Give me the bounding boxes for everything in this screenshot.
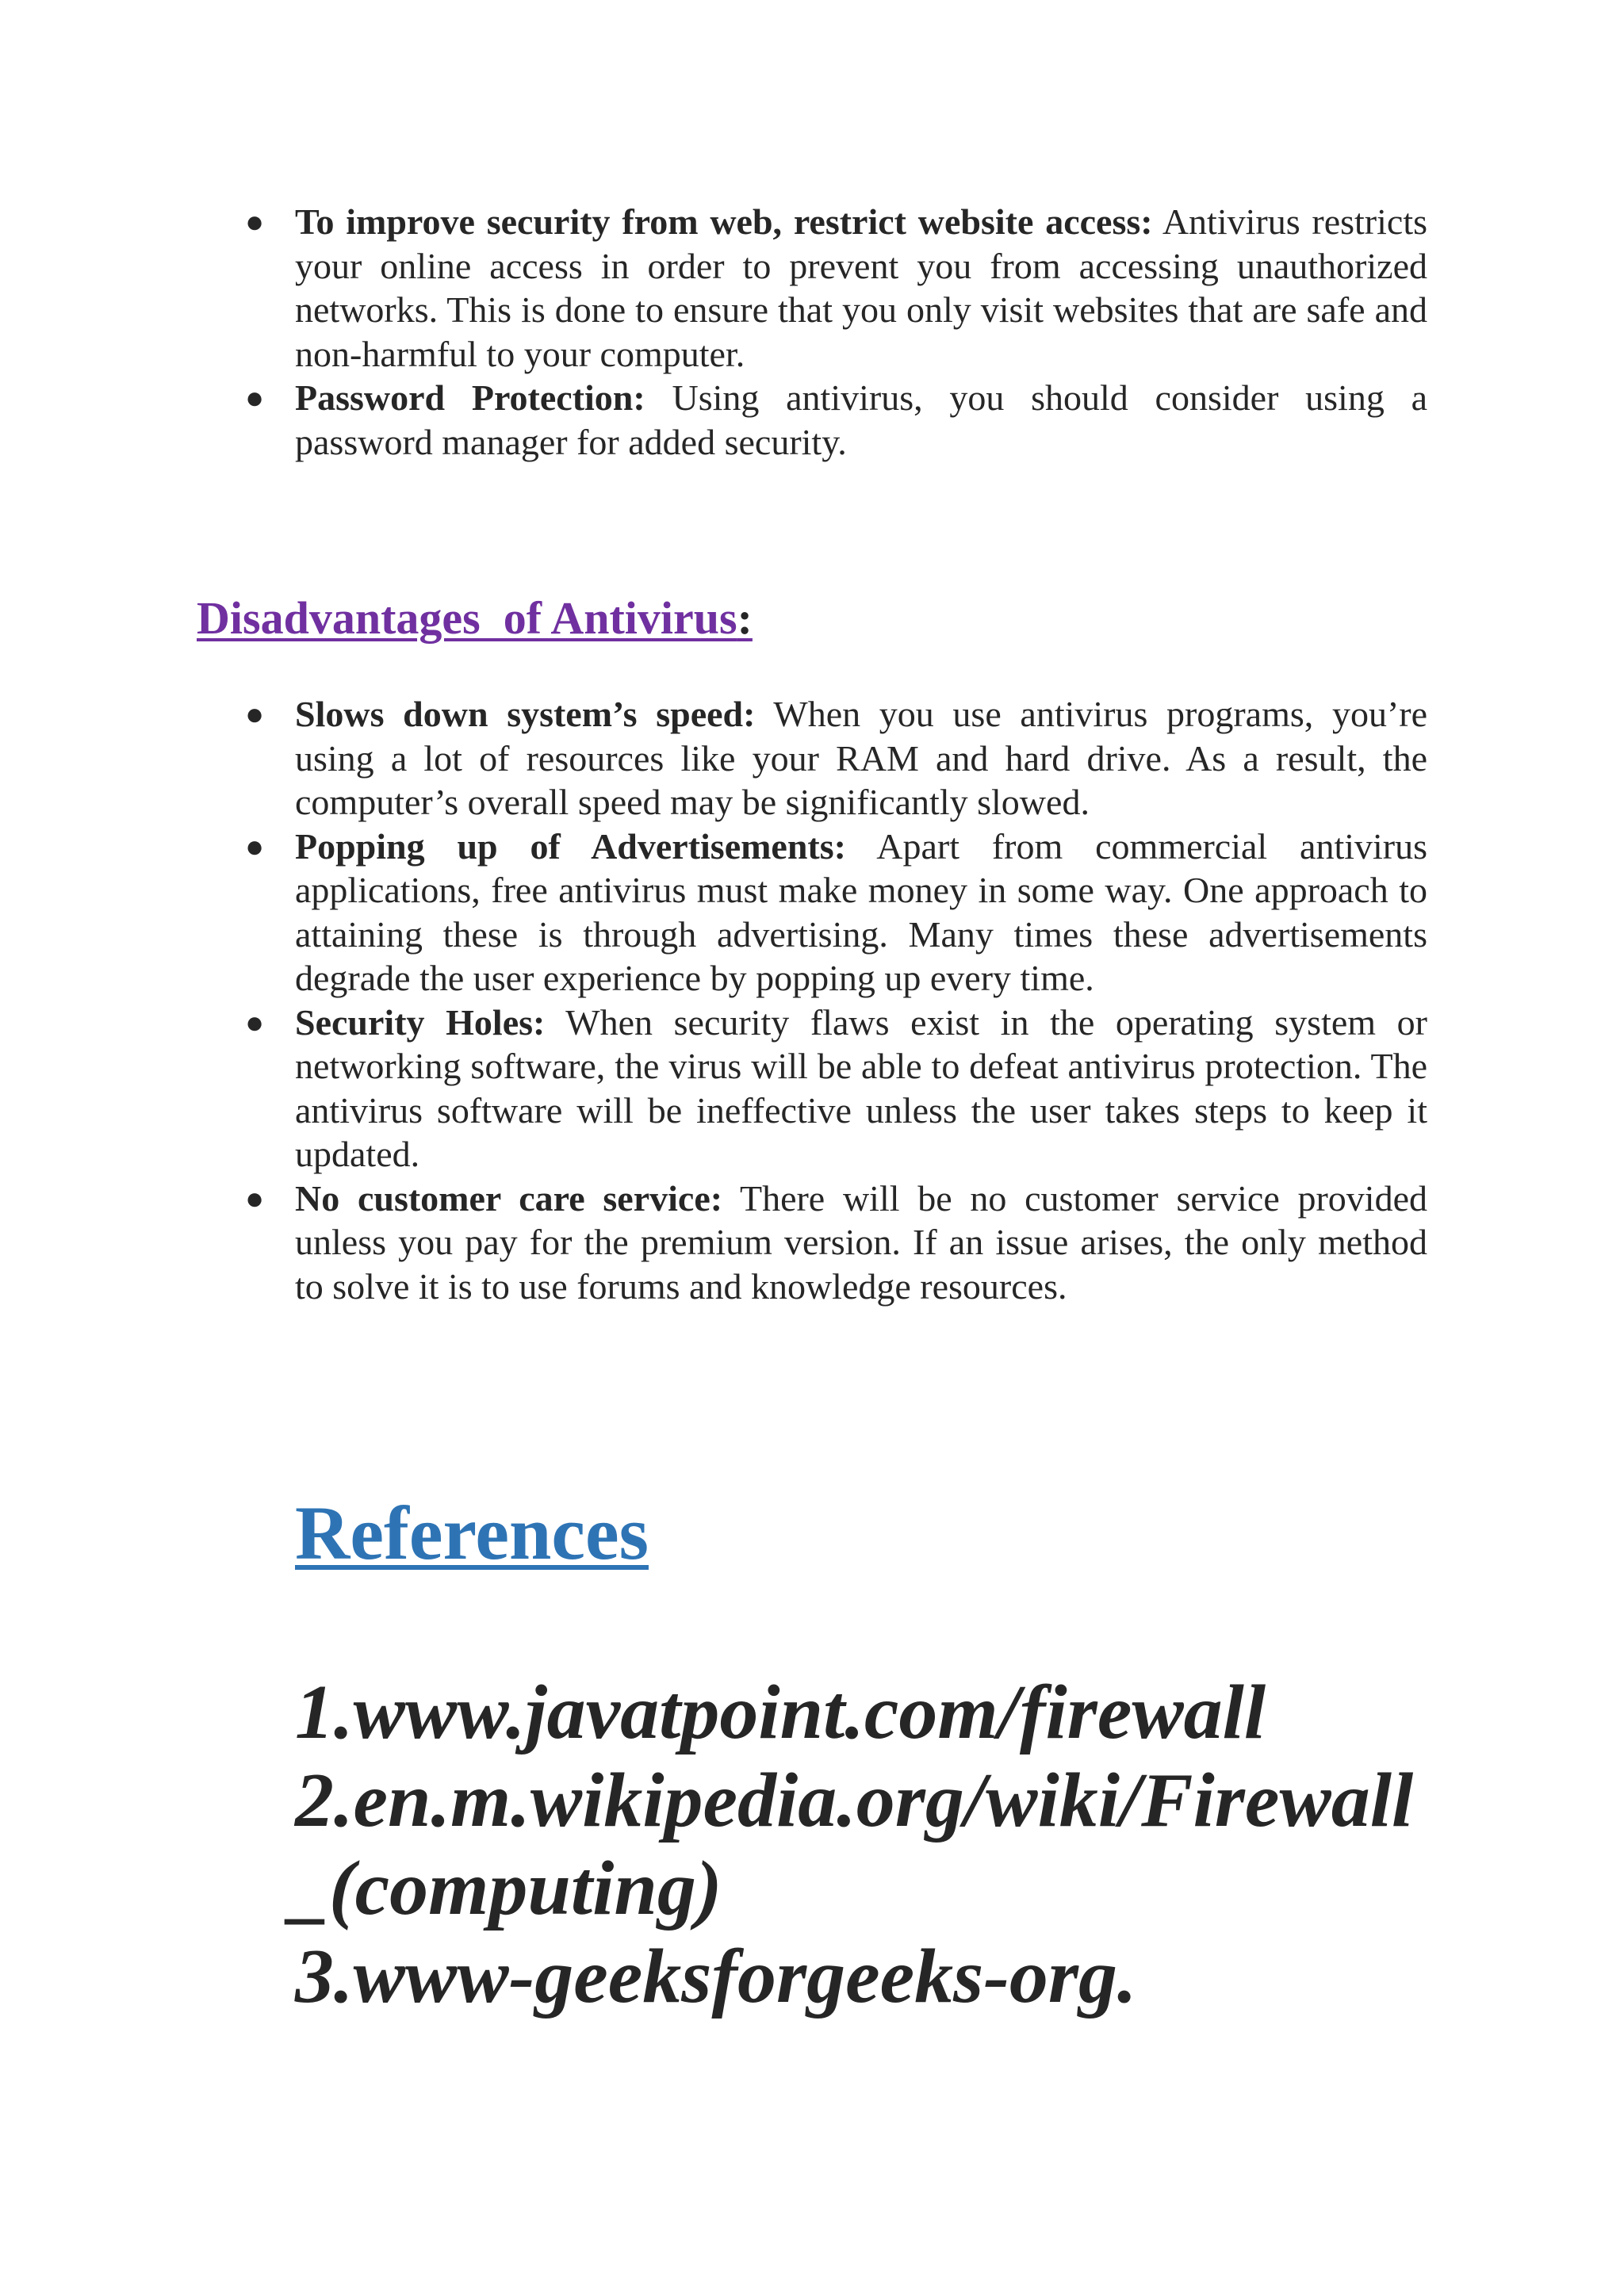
item-title: Password Protection:: [295, 377, 645, 418]
reference-item-continuation: _(computing): [290, 1846, 722, 1931]
item-title: Slows down system’s speed:: [295, 694, 756, 734]
reference-item: 1.www.javatpoint.com/firewall: [295, 1670, 1266, 1755]
disadvantages-bullet-list: [245, 692, 1428, 1308]
reference-item: 2.en.m.wikipedia.org/wiki/Firewall: [295, 1758, 1414, 1843]
item-text: When security flaws exist in the operating system or networking software, the virus will be able to defeat antivirus protection. The antivirus software will be ineffective unless the user takes steps to keep it updated.: [295, 1001, 1428, 1174]
advantages-bullet-list: [245, 200, 1428, 464]
disadvantages-heading: [197, 591, 753, 645]
list-item: [245, 200, 1428, 376]
references-list: [290, 1669, 1484, 2021]
reference-item: 3.www-geeksforgeeks-org.: [295, 1934, 1137, 2019]
item-text: Apart from commercial antivirus applications, free antivirus must make money in some way. One approach to attaining these is through advertising. Many times these advertisements degrade the user experience by popping up every time.: [295, 825, 1428, 998]
item-text: There will be no customer service provided unless you pay for the premium version. If an issue arises, the only method to solve it is to use forums and knowledge resources.: [295, 1177, 1427, 1307]
bullet-icon: ●: [245, 696, 265, 732]
heading-colon: :: [737, 592, 753, 644]
list-item: [245, 376, 1427, 464]
item-title: Popping up of Advertisements:: [295, 825, 846, 867]
item-title: No customer care service:: [295, 1177, 723, 1219]
bullet-icon: ●: [245, 828, 265, 864]
bullet-icon: ●: [245, 204, 265, 239]
item-text: When you use antivirus programs, you’re using a lot of resources like your RAM and hard drive. As a result, the computer’s overall speed may be significantly slowed.: [295, 694, 1427, 822]
bullet-icon: ●: [245, 1004, 265, 1040]
item-title: Security Holes:: [295, 1001, 546, 1043]
item-text: Antivirus restricts your online access in order to prevent you from accessing unauthorized networks. This is done to ensure that you only visit websites that are safe and non-harmful to your computer.: [295, 201, 1428, 374]
item-title: To improve security from web, restrict website access:: [295, 201, 1153, 242]
list-item: [245, 692, 1427, 825]
list-item: [245, 825, 1428, 1001]
list-item: [245, 1177, 1427, 1309]
item-text: Using antivirus, you should consider using a password manager for added security.: [295, 377, 1427, 462]
bullet-icon: ●: [245, 380, 265, 415]
disadvantages-heading-text: Disadvantages of Antivirus: [197, 592, 737, 644]
references-heading: References: [295, 1490, 649, 1575]
bullet-icon: ●: [245, 1180, 265, 1216]
list-item: [245, 1001, 1428, 1177]
